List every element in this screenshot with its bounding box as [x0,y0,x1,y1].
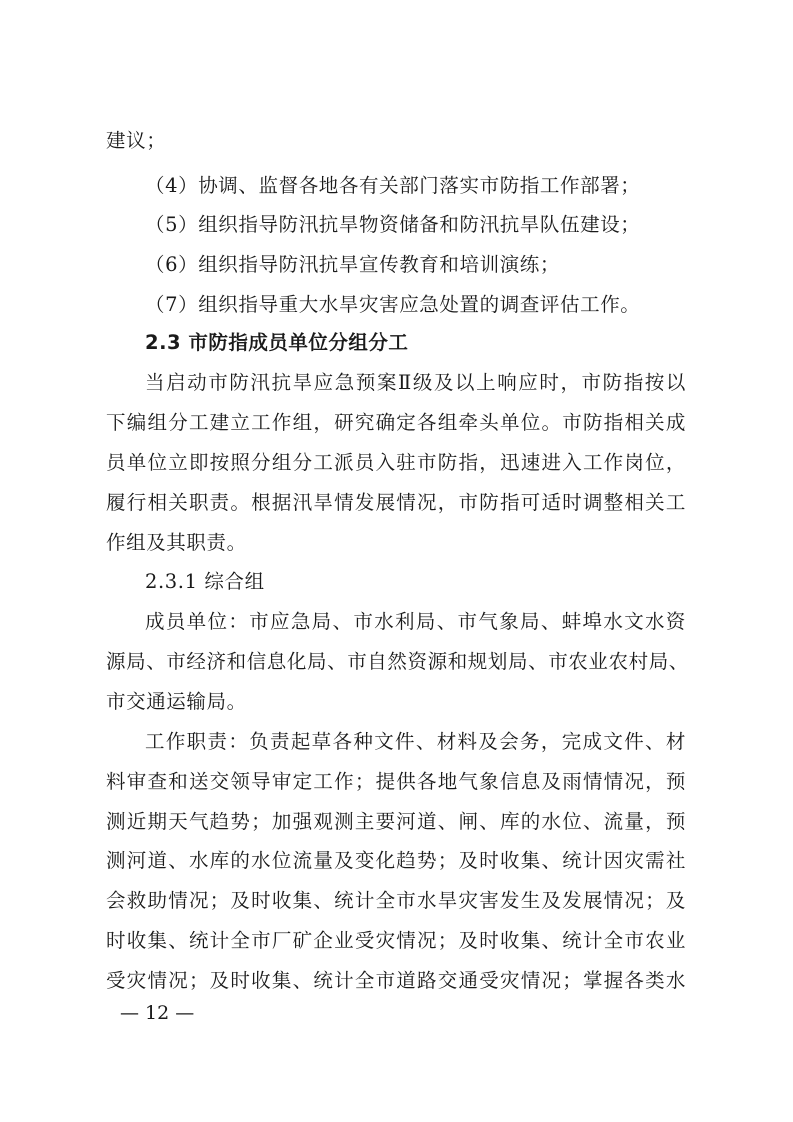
list-item-5: （5）组织指导防汛抗旱物资储备和防汛抗旱队伍建设； [145,213,641,236]
section-heading-2-3-1: 2.3.1 综合组 [145,570,265,593]
paragraph-line: 下编组分工建立工作组，研究确定各组牵头单位。市防指相关成 [106,411,686,434]
paragraph-line: 员单位立即按照分组分工派员入驻市防指，迅速进入工作岗位， [106,451,686,474]
list-item-6: （6）组织指导防汛抗旱宣传教育和培训演练； [145,253,561,276]
paragraph-line: 工作职责：负责起草各种文件、材料及会务，完成文件、材 [145,730,686,753]
paragraph-line: 料审查和送交领导审定工作；提供各地气象信息及雨情情况，预 [106,770,686,793]
page-number: — 12 — [120,1002,195,1024]
paragraph-line: 市交通运输局。 [106,690,247,713]
text-line-continuation: 建议； [106,129,167,152]
paragraph-line: 源局、市经济和信息化局、市自然资源和规划局、市农业农村局、 [106,650,689,673]
paragraph-line: 受灾情况；及时收集、统计全市道路交通受灾情况；掌握各类水 [106,969,686,992]
paragraph-line: 时收集、统计全市厂矿企业受灾情况；及时收集、统计全市农业 [106,929,686,952]
paragraph-line: 履行相关职责。根据汛旱情发展情况，市防指可适时调整相关工 [106,491,686,514]
paragraph-line: 测河道、水库的水位流量及变化趋势；及时收集、统计因灾需社 [106,849,686,872]
paragraph-line: 测近期天气趋势；加强观测主要河道、闸、库的水位、流量，预 [106,810,686,833]
paragraph-line: 作组及其职责。 [106,531,247,554]
paragraph-line: 成员单位：市应急局、市水利局、市气象局、蚌埠水文水资 [145,610,686,633]
list-item-7: （7）组织指导重大水旱灾害应急处置的调查评估工作。 [145,293,641,316]
section-heading-2-3: 2.3 市防指成员单位分组分工 [145,331,409,354]
paragraph-line: 当启动市防汛抗旱应急预案Ⅱ级及以上响应时，市防指按以 [145,371,686,394]
list-item-4: （4）协调、监督各地各有关部门落实市防指工作部署； [145,174,641,197]
paragraph-line: 会救助情况；及时收集、统计全市水旱灾害发生及发展情况；及 [106,889,686,912]
